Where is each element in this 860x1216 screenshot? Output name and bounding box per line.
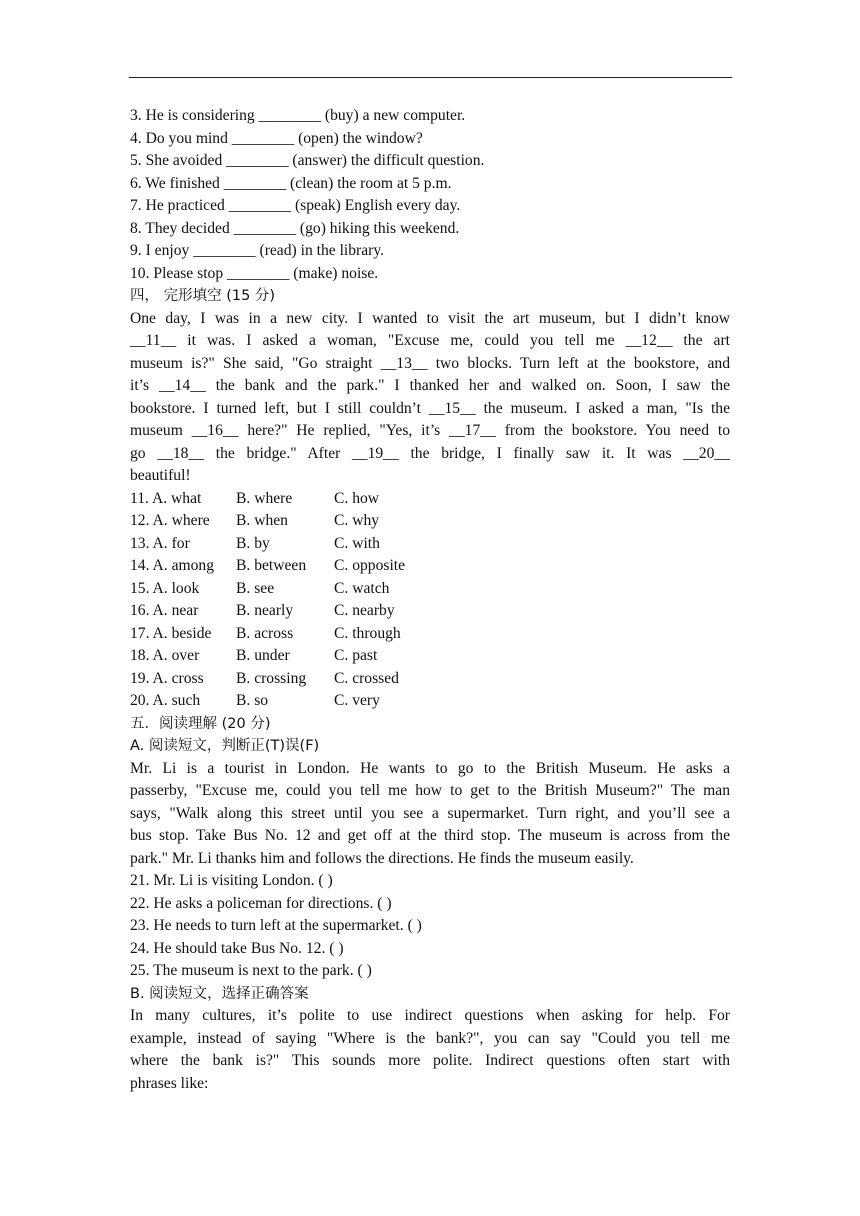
option-row	[130, 488, 730, 511]
exercise-item: 7. He practiced ________ (speak) English every day.	[130, 197, 461, 214]
passage-line: it’s __14__ the bank and the park." I thanked her and walked on. Soon, I saw the	[130, 377, 730, 394]
subsection-heading: B. 阅读短文，选择正确答案	[130, 985, 309, 1002]
option-c: C. with	[334, 534, 380, 552]
passage-line: In many cultures, it’s polite to use indirect questions when asking for help. For	[130, 1007, 730, 1024]
option-row	[130, 510, 730, 533]
option-c: C. why	[334, 512, 380, 529]
passage-line: bus stop. Take Bus No. 12 and get off at the third stop. The museum is across from the	[130, 827, 730, 844]
option-c: C. watch	[334, 579, 390, 597]
option-row	[130, 690, 730, 713]
option-a: 15. A. look	[130, 579, 200, 597]
exercise-item: 5. She avoided ________ (answer) the difficult question.	[130, 152, 485, 169]
option-b: B. crossing	[236, 669, 307, 687]
passage-line: __11__ it was. I asked a woman, "Excuse me, could you tell me __12__ the art	[130, 332, 730, 349]
option-row	[130, 533, 730, 556]
option-a: 19. A. cross	[130, 669, 204, 687]
option-c: C. crossed	[334, 669, 399, 687]
question-item: 21. Mr. Li is visiting London. ( )	[130, 872, 333, 889]
reading-passage-a	[130, 758, 730, 871]
document-content	[130, 105, 730, 1095]
option-row	[130, 578, 730, 601]
exercise-item: 6. We finished ________ (clean) the room at 5 p.m.	[130, 174, 452, 192]
exercise-item: 10. Please stop ________ (make) noise.	[130, 264, 379, 282]
option-c: C. past	[334, 647, 378, 664]
header-rule	[129, 77, 732, 78]
option-row	[130, 645, 730, 668]
option-a: 18. A. over	[130, 647, 200, 664]
option-c: C. nearby	[334, 602, 395, 619]
option-c: C. opposite	[334, 557, 406, 574]
option-b: B. where	[236, 489, 293, 507]
exercise-item: 4. Do you mind ________ (open) the window?	[130, 129, 423, 147]
exercise-item: 3. He is considering ________ (buy) a new computer.	[130, 107, 466, 124]
option-a: 14. A. among	[130, 557, 215, 574]
passage-line: museum is?" She said, "Go straight __13__ two blocks. Turn left at the bookstore, and	[130, 354, 730, 372]
passage-line: beautiful!	[130, 467, 191, 484]
passage-line: passerby, "Excuse me, could you tell me how to get to the British Museum?" The man	[130, 782, 730, 799]
exercise-item: 9. I enjoy ________ (read) in the library.	[130, 242, 385, 259]
option-b: B. nearly	[236, 602, 294, 619]
passage-line: museum __16__ here?" He replied, "Yes, it’s __17__ from the bookstore. You need to	[130, 422, 730, 439]
option-b: B. when	[236, 512, 288, 529]
option-row	[130, 555, 730, 578]
cloze-passage	[130, 308, 730, 488]
option-b: B. so	[236, 692, 269, 709]
exercise-continued	[130, 105, 730, 285]
option-a: 16. A. near	[130, 602, 199, 619]
true-false-questions	[130, 870, 730, 983]
option-row	[130, 623, 730, 646]
question-item: 22. He asks a policeman for directions. ( )	[130, 894, 392, 912]
passage-line: One day, I was in a new city. I wanted to visit the art museum, but I didn’t know	[130, 309, 730, 327]
question-item: 23. He needs to turn left at the supermarket. ( )	[130, 917, 422, 934]
passage-line: says, "Walk along this street until you see a supermarket. Turn right, and you’ll see a	[130, 804, 730, 822]
subsection-heading: A. 阅读短文，判断正(T)误(F)	[130, 738, 320, 754]
option-c: C. how	[334, 489, 380, 507]
cloze-options	[130, 488, 730, 713]
passage-line: example, instead of saying "Where is the bank?", you can say "Could you tell me	[130, 1029, 730, 1047]
passage-line: park." Mr. Li thanks him and follows the directions. He finds the museum easily.	[130, 849, 634, 867]
section-heading: 五．阅读理解 (20 分)	[130, 715, 271, 732]
option-b: B. by	[236, 534, 270, 552]
passage-line: phrases like:	[130, 1074, 209, 1092]
passage-line: bookstore. I turned left, but I still couldn’t __15__ the museum. I asked a man, "Is the	[130, 399, 730, 417]
question-item: 24. He should take Bus No. 12. ( )	[130, 939, 344, 957]
option-c: C. through	[334, 624, 401, 642]
exercise-item: 8. They decided ________ (go) hiking this weekend.	[130, 219, 460, 237]
reading-passage-b	[130, 1005, 730, 1095]
option-a: 20. A. such	[130, 692, 201, 709]
option-b: B. see	[236, 579, 275, 597]
passage-line: go __18__ the bridge." After __19__ the bridge, I finally saw it. It was __20__	[130, 444, 730, 462]
option-a: 17. A. beside	[130, 624, 212, 642]
option-a: 11. A. what	[130, 489, 202, 507]
option-c: C. very	[334, 692, 380, 709]
section-heading: 四， 完形填空 (15 分)	[130, 288, 276, 304]
passage-line: Mr. Li is a tourist in London. He wants to go to the British Museum. He asks a	[130, 759, 730, 777]
option-a: 13. A. for	[130, 534, 190, 552]
passage-line: where the bank is?" This sounds more polite. Indirect questions often start with	[130, 1052, 730, 1069]
option-row	[130, 668, 730, 691]
question-item: 25. The museum is next to the park. ( )	[130, 962, 372, 979]
option-row	[130, 600, 730, 623]
option-a: 12. A. where	[130, 512, 210, 529]
option-b: B. between	[236, 557, 307, 574]
option-b: B. under	[236, 647, 290, 664]
option-b: B. across	[236, 624, 294, 642]
